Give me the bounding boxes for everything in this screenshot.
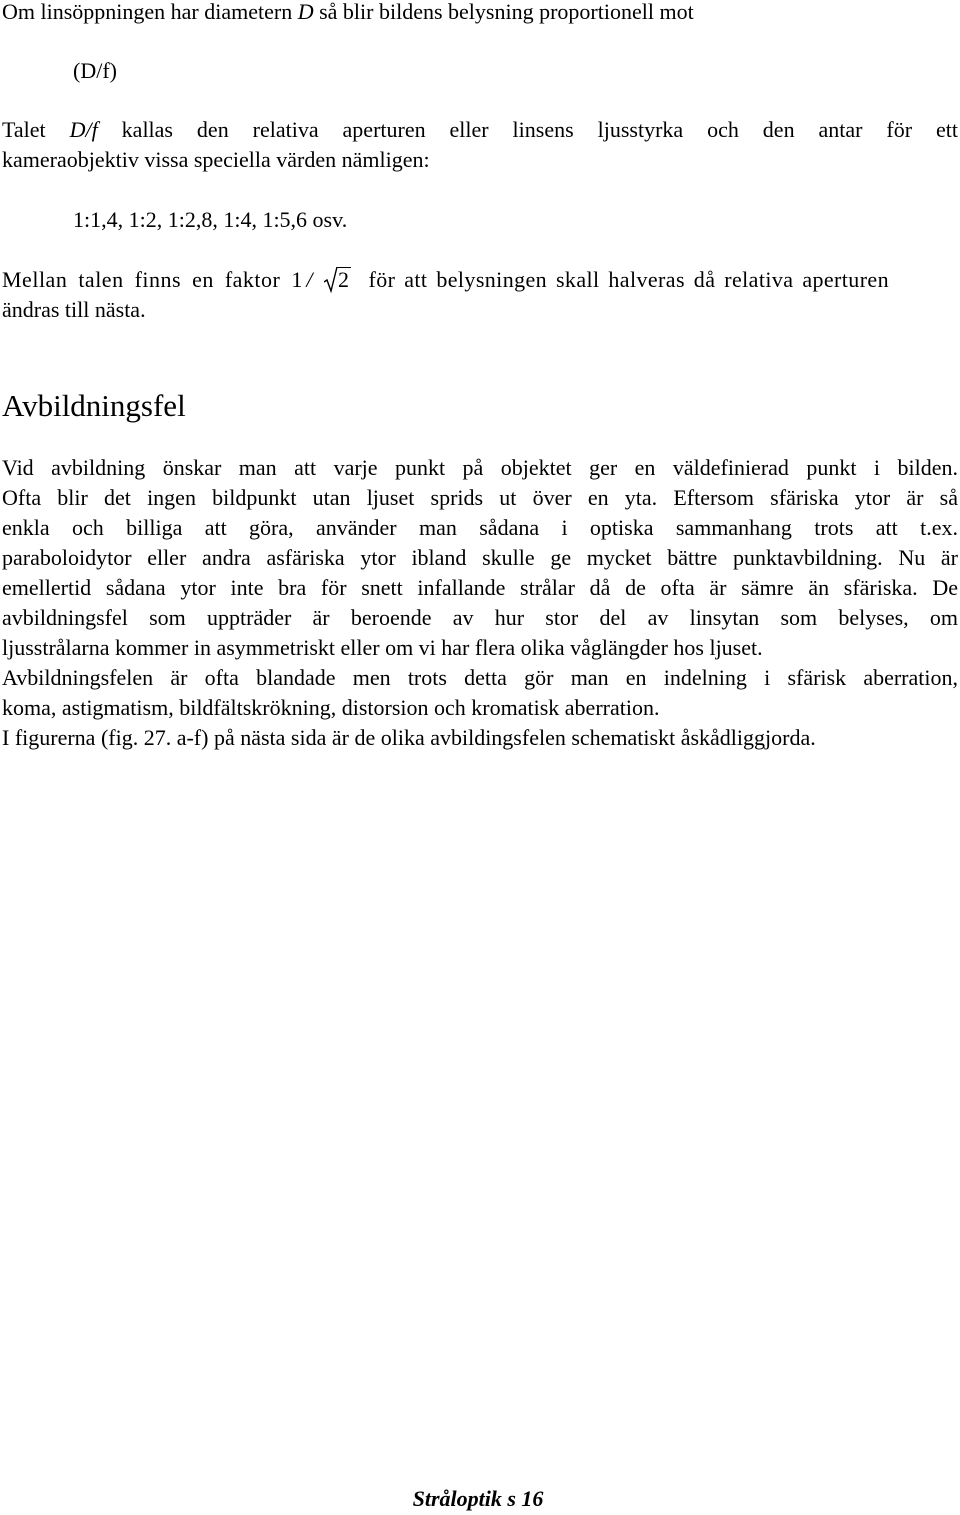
- paragraph-line: avbildningsfel som uppträder är beroende av hur stor del av linsytan som belyses, om: [2, 605, 958, 630]
- paragraph-line: Ofta blir det ingen bildpunkt utan ljuset sprids ut över en yta. Eftersom sfäriska ytor är så: [2, 485, 958, 510]
- intro-line-1: [2, 0, 958, 27]
- section-heading: Avbildningsfel: [2, 388, 186, 423]
- sqrt-radicand: 2: [338, 267, 349, 292]
- mellan-text: för att belysningen skall halveras då relativa aperturen: [368, 267, 889, 292]
- sqrt-expression: [324, 265, 349, 295]
- mellan-line-1: [2, 265, 958, 295]
- talet-text: Talet: [2, 117, 70, 142]
- paragraph-line: enkla och billiga att göra, använder man sådana i optiska sammanhang trots att t.ex.: [2, 515, 958, 540]
- mellan-text: Mellan talen finns en faktor 1: [2, 267, 303, 292]
- aperture-values: 1:1,4, 1:2, 1:2,8, 1:4, 1:5,6 osv.: [73, 207, 348, 232]
- paragraph-line: emellertid sådana ytor inte bra för snett infallande strålar då de ofta är sämre än sfäriska. De: [2, 575, 958, 600]
- talet-line-2: kameraobjektiv vissa speciella värden nämligen:: [2, 147, 430, 172]
- paragraph-line: ljusstrålarna kommer in asymmetriskt eller om vi har flera olika våglängder hos ljuset.: [2, 635, 763, 660]
- paragraph-line: paraboloidytor eller andra asfäriska ytor ibland skulle ge mycket bättre punktavbildning. Nu är: [2, 545, 958, 570]
- variable-Df: D/f: [69, 117, 98, 142]
- intro-text: Om linsöppningen har diametern: [2, 0, 298, 24]
- intro-text: så blir bildens belysning proportionell mot: [313, 0, 694, 24]
- page-footer: [0, 1486, 960, 1512]
- formula-line: (D/f): [73, 58, 117, 83]
- slash-symbol: /: [306, 267, 313, 292]
- section-paragraph: [2, 453, 958, 753]
- talet-text: kallas den relativa aperturen eller linsens ljusstyrka och den antar för ett: [97, 117, 959, 142]
- paragraph-line: I figurerna (fig. 27. a-f) på nästa sida är de olika avbildingsfelen schematiskt åskådliggjorda.: [2, 725, 816, 750]
- mellan-line-2: ändras till nästa.: [2, 297, 146, 322]
- sqrt-bar: [337, 267, 351, 268]
- footer-text: Stråloptik s 16: [412, 1486, 544, 1511]
- sqrt-icon: [324, 265, 338, 293]
- paragraph-line: Avbildningsfelen är ofta blandade men trots detta gör man en indelning i sfärisk aberration,: [2, 665, 958, 690]
- variable-D: D: [297, 0, 314, 24]
- paragraph-line: Vid avbildning önskar man att varje punkt på objektet ger en väldefinierad punkt i bilden.: [2, 455, 958, 480]
- paragraph-line: koma, astigmatism, bildfältskrökning, distorsion och kromatisk aberration.: [2, 695, 660, 720]
- talet-line-1: [2, 115, 958, 145]
